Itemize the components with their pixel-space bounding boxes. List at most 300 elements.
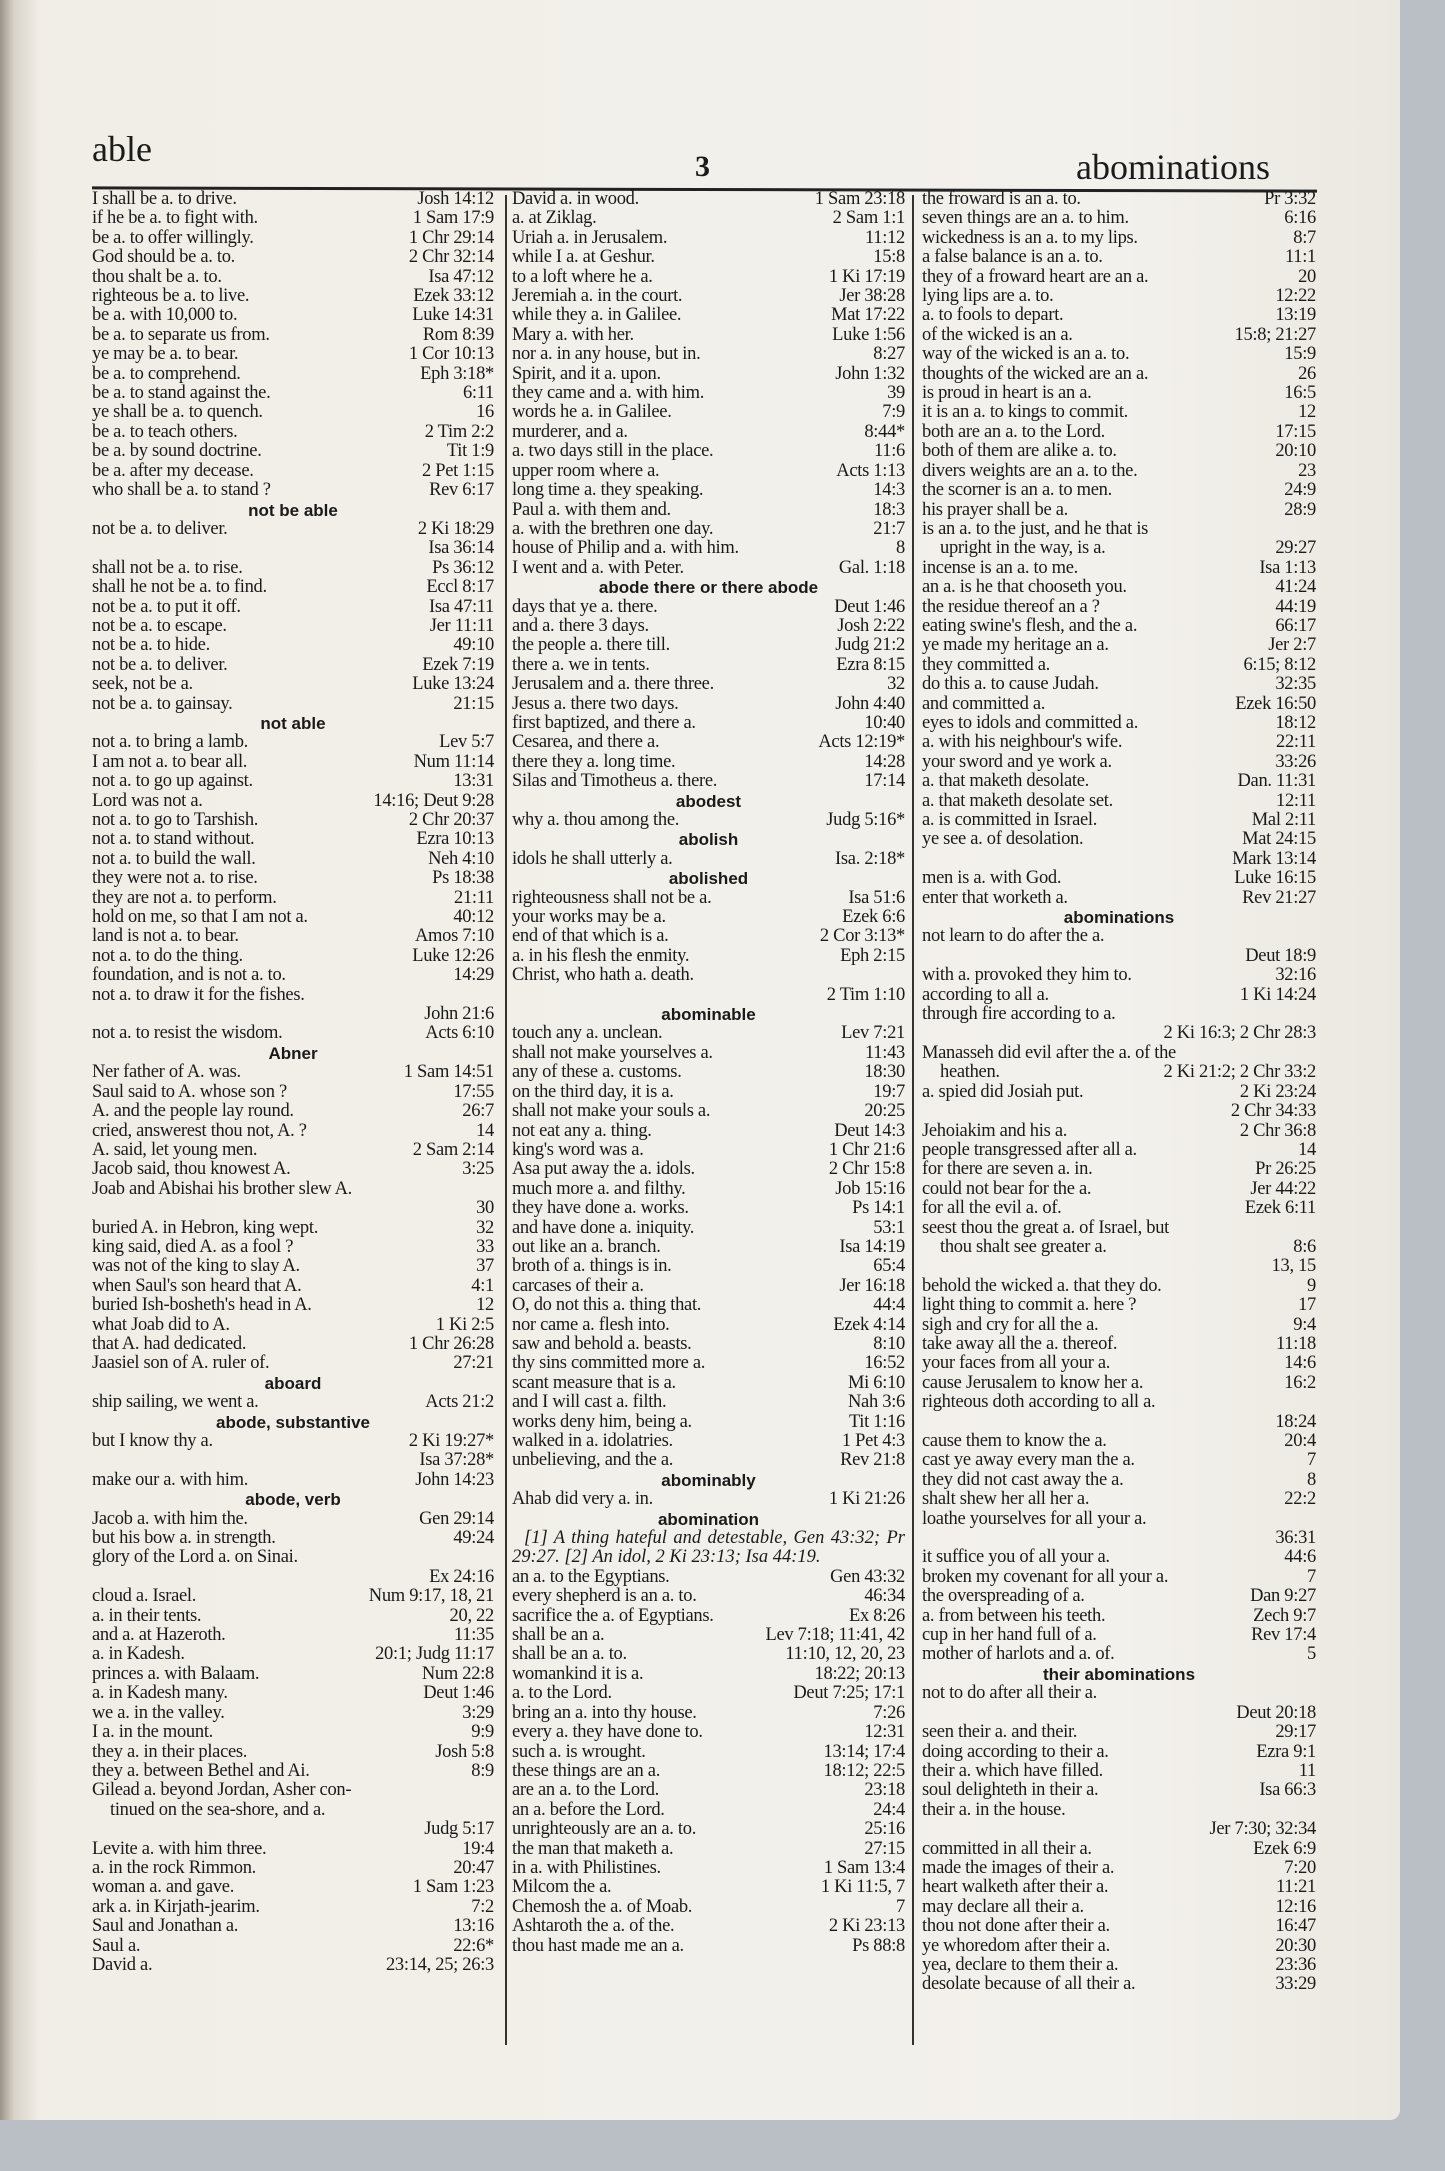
entry-text: Jerusalem and a. there three.	[512, 674, 714, 695]
entry-line	[92, 1723, 494, 1742]
entry-reference	[488, 1180, 494, 1199]
entry-reference: Jer 11:11	[429, 615, 494, 636]
entry-reference: Deut 18:9	[1245, 945, 1316, 966]
entry-line	[922, 1451, 1316, 1470]
entry-reference: Ezra 9:1	[1256, 1741, 1316, 1762]
entry-reference: 12:22	[1275, 286, 1316, 307]
entry-reference: Jer 7:30; 32:34	[1209, 1819, 1316, 1840]
entry-text: end of that which is a.	[512, 926, 669, 947]
entry-line	[922, 1878, 1316, 1897]
entry-reference: 11:1	[1284, 247, 1316, 268]
entry-reference: 49:10	[453, 635, 494, 656]
entry-text: Milcom the a.	[512, 1877, 612, 1898]
entry-reference: 2 Ki 21:2; 2 Chr 33:2	[1163, 1062, 1316, 1083]
entry-line	[92, 656, 494, 675]
entry-line	[92, 908, 494, 927]
entry-reference: Nah 3:6	[848, 1392, 905, 1413]
entry-text: make our a. with him.	[92, 1469, 249, 1490]
entry-line	[922, 1859, 1316, 1878]
headword: aboard	[264, 1373, 322, 1393]
entry-line	[512, 1684, 905, 1703]
headword: abomination	[657, 1509, 760, 1529]
entry-line	[92, 268, 494, 287]
entry-line	[92, 1956, 494, 1975]
entry-text: ye shall be a. to quench.	[92, 402, 263, 423]
entry-line	[92, 1781, 494, 1800]
entry-line	[92, 1238, 494, 1257]
entry-text: for all the evil a. of.	[922, 1198, 1062, 1219]
entry-line	[922, 869, 1316, 888]
entry-reference: Ezek 6:6	[842, 907, 905, 928]
entry-reference: 17:14	[864, 771, 905, 792]
entry-reference: 23:14, 25; 26:3	[385, 1954, 494, 1975]
entry-reference: 22:2	[1284, 1489, 1316, 1510]
entry-line	[922, 501, 1316, 520]
entry-reference: 16:47	[1275, 1916, 1316, 1937]
entry-text: enter that worketh a.	[922, 887, 1068, 908]
entry-reference: 1 Chr 26:28	[408, 1333, 494, 1354]
entry-line	[512, 927, 905, 946]
entry-text: such a. is wrought.	[512, 1741, 646, 1762]
entry-line	[92, 190, 494, 209]
entry-line	[922, 520, 1316, 539]
entry-line	[92, 1296, 494, 1315]
entry-text: may declare all their a.	[922, 1896, 1084, 1917]
entry-reference: 12:11	[1276, 790, 1316, 811]
entry-reference: Dan 9:27	[1250, 1586, 1316, 1607]
entry-line	[92, 1471, 494, 1490]
entry-line	[92, 1840, 494, 1859]
entry-reference: Rev 21:27	[1242, 887, 1316, 908]
entry-text: be a. to stand against the.	[92, 383, 271, 404]
entry-reference: 2 Pet 1:15	[421, 460, 494, 481]
entry-text: not be a. to put it off.	[92, 596, 241, 617]
entry-text: Asa put away the a. idols.	[512, 1159, 695, 1180]
entry-reference: 8:7	[1293, 227, 1316, 248]
entry-line	[922, 1820, 1316, 1839]
entry-text: a. in Kadesh.	[92, 1644, 185, 1665]
entry-reference: Luke 16:15	[1234, 868, 1316, 889]
entry-text: eyes to idols and committed a.	[922, 712, 1139, 733]
entry-reference: 8:44*	[864, 421, 905, 442]
entry-text: wickedness is an a. to my lips.	[922, 227, 1138, 248]
entry-line	[92, 1393, 494, 1412]
entry-reference: 14:28	[864, 751, 905, 772]
entry-reference	[1310, 1393, 1316, 1412]
entry-text: be a. to offer willingly.	[92, 227, 254, 248]
headword: abode there or there abode	[598, 578, 819, 598]
entry-text: ship sailing, we went a.	[92, 1392, 259, 1413]
entry-line	[92, 1063, 494, 1082]
entry-line	[92, 1083, 494, 1102]
entry-reference: Ezek 16:50	[1235, 693, 1316, 714]
entry-text: the residue thereof an a ?	[922, 596, 1100, 617]
entry-line	[92, 947, 494, 966]
entry-text: mother of harlots and a. of.	[922, 1644, 1115, 1665]
entry-text: not a. to draw it for the fishes.	[92, 984, 305, 1005]
entry-reference: 37	[476, 1256, 494, 1277]
entry-reference	[1310, 1005, 1316, 1024]
entry-text: both are an a. to the Lord.	[922, 421, 1105, 442]
entry-text: it suffice you of all your a.	[922, 1547, 1110, 1568]
entry-line	[92, 869, 494, 888]
entry-reference: Jer 16:18	[839, 1275, 905, 1296]
entry-text: Uriah a. in Jerusalem.	[512, 227, 668, 248]
entry-reference: Deut 14:3	[834, 1120, 905, 1141]
entry-line	[512, 384, 905, 403]
entry-line	[512, 481, 905, 500]
entry-line	[92, 1665, 494, 1684]
entry-reference: Acts 6:10	[425, 1023, 494, 1044]
entry-text: a. is committed in Israel.	[922, 810, 1098, 830]
entry-text: womankind it is a.	[512, 1663, 644, 1684]
entry-text: that A. had dedicated.	[92, 1333, 247, 1354]
entry-text: O, do not this a. thing that.	[512, 1295, 702, 1316]
entry-line	[512, 1335, 905, 1354]
entry-text: not a. to resist the wisdom.	[92, 1023, 283, 1044]
entry-text: not a. to build the wall.	[92, 848, 256, 869]
entry-reference: 18:24	[1275, 1411, 1316, 1432]
entry-text: Silas and Timotheus a. there.	[512, 771, 718, 792]
entry-reference: 49:24	[453, 1528, 494, 1549]
entry-reference: Jer 38:28	[839, 286, 905, 307]
entry-line	[922, 733, 1316, 752]
entry-reference: 11	[1298, 1760, 1316, 1781]
entry-text: tinued on the sea-shore, and a.	[110, 1799, 326, 1820]
entry-reference: 17:55	[453, 1081, 494, 1102]
entry-text: Cesarea, and there a.	[512, 732, 660, 753]
entry-line	[92, 733, 494, 752]
entry-text: a. to the Lord.	[512, 1683, 612, 1704]
entry-reference: Luke 12:26	[412, 945, 494, 966]
entry-text: not to do after all their a.	[922, 1683, 1097, 1704]
entry-text: Joab and Abishai his brother slew A.	[92, 1178, 352, 1199]
entry-text: and have done a. iniquity.	[512, 1217, 695, 1238]
entry-text: while I a. at Geshur.	[512, 247, 655, 268]
entry-line	[92, 1801, 494, 1820]
entry-line	[922, 1005, 1316, 1024]
entry-line	[922, 287, 1316, 306]
entry-line	[512, 1063, 905, 1082]
entry-reference: 21:7	[873, 518, 905, 539]
entry-line	[922, 1219, 1316, 1238]
entry-text: buried Ish-bosheth's head in A.	[92, 1295, 312, 1316]
entry-line	[92, 850, 494, 869]
entry-line	[922, 1762, 1316, 1781]
entry-text: men is a. with God.	[922, 868, 1062, 889]
entry-text: Saul said to A. whose son ?	[92, 1081, 287, 1102]
entry-line	[92, 811, 494, 830]
entry-line	[922, 1024, 1316, 1043]
entry-line	[922, 190, 1316, 209]
entry-text: nor came a. flesh into.	[512, 1314, 670, 1335]
entry-line	[92, 830, 494, 849]
entry-text: on the third day, it is a.	[512, 1081, 674, 1102]
entry-line	[512, 1393, 905, 1412]
entry-text: righteousness shall not be a.	[512, 887, 712, 908]
entry-reference: 18:12	[1275, 712, 1316, 733]
entry-reference: 7	[1307, 1566, 1316, 1587]
entry-reference: Lev 7:21	[841, 1023, 905, 1044]
entry-reference: 8:9	[471, 1760, 494, 1781]
entry-reference: Ezra 8:15	[836, 654, 905, 675]
entry-text: but his bow a. in strength.	[92, 1528, 276, 1549]
entry-line	[922, 1063, 1316, 1082]
entry-line	[922, 1529, 1316, 1548]
entry-line	[92, 1432, 494, 1451]
entry-line	[922, 1937, 1316, 1956]
entry-line	[92, 1024, 494, 1043]
entry-line	[512, 1801, 905, 1820]
entry-text: every a. they have done to.	[512, 1722, 703, 1743]
entry-text: ark a. in Kirjath-jearim.	[92, 1896, 260, 1917]
entry-reference: 2 Ki 18:29	[417, 518, 494, 539]
entry-text: if he be a. to fight with.	[92, 208, 258, 229]
entry-text: they have done a. works.	[512, 1198, 689, 1219]
headword: abominably	[661, 1470, 756, 1490]
entry-reference: Acts 12:19*	[818, 732, 905, 753]
entry-reference: Isa 36:14	[428, 538, 494, 559]
entry-text: they committed a.	[922, 654, 1050, 675]
entry-line	[922, 209, 1316, 228]
entry-line	[922, 345, 1316, 364]
entry-line	[922, 442, 1316, 461]
entry-line	[922, 1044, 1316, 1063]
entry-text: doing according to their a.	[922, 1741, 1109, 1762]
entry-text: to a loft where he a.	[512, 266, 653, 287]
entry-reference: Gen 29:14	[419, 1508, 494, 1529]
entry-reference: 14:6	[1284, 1353, 1316, 1374]
entry-reference: 2 Chr 15:8	[828, 1159, 905, 1180]
entry-reference: Ezek 6:9	[1253, 1838, 1316, 1859]
entry-reference: 32:35	[1275, 674, 1316, 695]
entry-line	[512, 617, 905, 636]
entry-reference: 39	[887, 383, 905, 404]
entry-line	[92, 287, 494, 306]
entry-text: heart walketh after their a.	[922, 1877, 1109, 1898]
entry-reference: 2 Tim 2:2	[424, 421, 494, 442]
entry-reference: 13:19	[1275, 305, 1316, 326]
entry-line	[92, 1937, 494, 1956]
entry-reference: 53:1	[873, 1217, 905, 1238]
entry-reference: 20, 22	[449, 1605, 494, 1626]
headword: Abner	[268, 1043, 318, 1063]
entry-reference: 36:31	[1275, 1528, 1316, 1549]
entry-line	[512, 1665, 905, 1684]
entry-reference: Lev 7:18; 11:41, 42	[765, 1625, 905, 1646]
entry-text: a. spied did Josiah put.	[922, 1081, 1084, 1102]
entry-reference: 18:12; 22:5	[823, 1760, 905, 1781]
entry-line	[512, 1587, 905, 1606]
entry-reference: Eccl 8:17	[426, 577, 494, 598]
column-3	[922, 190, 1316, 1995]
entry-reference: John 21:6	[424, 1004, 494, 1025]
entry-reference: 5	[1307, 1644, 1316, 1665]
entry-line	[922, 1743, 1316, 1762]
entry-line	[512, 1180, 905, 1199]
entry-line	[512, 1743, 905, 1762]
entry-reference: Luke 1:56	[832, 324, 905, 345]
entry-text: Christ, who hath a. death.	[512, 965, 694, 986]
entry-reference: 1 Sam 17:9	[412, 208, 494, 229]
entry-text: why a. thou among the.	[512, 810, 680, 830]
entry-reference: 3:25	[462, 1159, 494, 1180]
entry-text: the froward is an a. to.	[922, 189, 1081, 209]
entry-text: be a. to teach others.	[92, 421, 238, 442]
entry-line	[922, 792, 1316, 811]
entry-text: a. with his neighbour's wife.	[922, 732, 1123, 753]
entry-line	[922, 1160, 1316, 1179]
entry-reference: Mat 17:22	[831, 305, 905, 326]
entry-line	[92, 986, 494, 1005]
entry-line	[922, 1257, 1316, 1276]
entry-text: broth of a. things is in.	[512, 1256, 672, 1277]
entry-reference: 32	[476, 1217, 494, 1238]
entry-reference	[488, 986, 494, 1005]
entry-line	[512, 1296, 905, 1315]
entry-reference: 1 Pet 4:3	[841, 1431, 905, 1451]
entry-line	[922, 1102, 1316, 1121]
entry-line	[92, 1607, 494, 1626]
entry-text: broken my covenant for all your a.	[922, 1566, 1169, 1587]
entry-line	[922, 1238, 1316, 1257]
entry-line	[922, 1471, 1316, 1490]
entry-text: and a. there 3 days.	[512, 615, 649, 636]
headword: not be able	[248, 500, 338, 520]
entry-text: carcases of their a.	[512, 1275, 644, 1296]
entry-line	[922, 403, 1316, 422]
entry-line	[512, 1257, 905, 1276]
headword: abolished	[668, 869, 749, 889]
entry-line	[922, 1510, 1316, 1529]
entry-line	[92, 1199, 494, 1218]
entry-line	[512, 559, 905, 578]
entry-reference: 2 Chr 20:37	[408, 810, 494, 830]
entry-line	[92, 1102, 494, 1121]
entry-reference: 1 Sam 13:4	[823, 1857, 905, 1878]
entry-reference: 2 Tim 1:10	[826, 984, 905, 1005]
entry-text: David a.	[92, 1954, 153, 1975]
entry-reference: 30	[476, 1198, 494, 1219]
entry-reference	[488, 1548, 494, 1567]
entry-line	[922, 1704, 1316, 1723]
entry-text: Chemosh the a. of Moab.	[512, 1896, 693, 1917]
entry-text: a. in Kadesh many.	[92, 1683, 228, 1704]
entry-line	[512, 1238, 905, 1257]
entry-text: Spirit, and it a. upon.	[512, 363, 661, 384]
entry-text: any of these a. customs.	[512, 1062, 682, 1083]
entry-reference: 2 Chr 32:14	[408, 247, 494, 268]
entry-text: I went and a. with Peter.	[512, 557, 684, 578]
entry-text: upper room where a.	[512, 460, 660, 481]
entry-line	[512, 733, 905, 752]
entry-reference: 33:29	[1275, 1974, 1316, 1995]
entry-reference: 19:4	[462, 1838, 494, 1859]
entry-reference: 65:4	[873, 1256, 905, 1277]
entry-line	[92, 442, 494, 461]
entry-text: and a. at Hazeroth.	[92, 1625, 226, 1646]
entry-text: Saul a.	[92, 1935, 141, 1956]
entry-text: take away all the a. thereof.	[922, 1333, 1118, 1354]
entry-reference: Pr 26:25	[1255, 1159, 1316, 1180]
entry-line	[512, 695, 905, 714]
entry-text: not a. to stand without.	[92, 829, 255, 850]
entry-reference: 20:30	[1275, 1935, 1316, 1956]
entry-reference: 41:24	[1275, 577, 1316, 598]
entry-text: it is an a. to kings to commit.	[922, 402, 1129, 423]
entry-line	[512, 1917, 905, 1936]
entry-text: an a. to the Egyptians.	[512, 1566, 670, 1587]
entry-line	[512, 753, 905, 772]
entry-text: long time a. they speaking.	[512, 480, 704, 501]
entry-reference: 20	[1298, 266, 1316, 287]
entry-line	[92, 1684, 494, 1703]
entry-text: for there are seven a. in.	[922, 1159, 1093, 1180]
entry-line	[512, 345, 905, 364]
entry-text: a. from between his teeth.	[922, 1605, 1106, 1626]
entry-line	[92, 1335, 494, 1354]
entry-reference: Josh 5:8	[435, 1741, 494, 1762]
entry-text: the overspreading of a.	[922, 1586, 1085, 1607]
headword: abode, verb	[245, 1490, 341, 1510]
entry-line	[512, 306, 905, 325]
entry-line	[512, 675, 905, 694]
entry-text: saw and behold a. beasts.	[512, 1333, 692, 1354]
entry-line	[922, 1374, 1316, 1393]
entry-text: desolate because of all their a.	[922, 1974, 1136, 1995]
entry-reference: 29:27	[1275, 538, 1316, 559]
entry-text: yea, declare to them their a.	[922, 1954, 1119, 1975]
entry-text: words he a. in Galilee.	[512, 402, 672, 423]
entry-text: I shall be a. to drive.	[92, 189, 237, 209]
entry-text: eating swine's flesh, and the a.	[922, 615, 1138, 636]
entry-reference: 21:11	[454, 887, 494, 908]
entry-text: was not of the king to slay A.	[92, 1256, 300, 1277]
entry-line	[92, 1626, 494, 1645]
entry-text: Jacob a. with him the.	[92, 1508, 248, 1529]
entry-line	[512, 1490, 905, 1509]
entry-line	[512, 1277, 905, 1296]
entry-text: thou shalt be a. to.	[92, 266, 222, 287]
entry-line	[512, 248, 905, 267]
entry-line	[922, 306, 1316, 325]
entry-reference: 23	[1298, 460, 1316, 481]
entry-text: thou hast made me an a.	[512, 1935, 684, 1956]
entry-reference: 14	[1298, 1139, 1316, 1160]
entry-line	[92, 1160, 494, 1179]
entry-line	[922, 772, 1316, 791]
entry-text: a. in the rock Rimmon.	[92, 1857, 256, 1878]
entry-line	[92, 1180, 494, 1199]
entry-line	[92, 1354, 494, 1373]
entry-line	[92, 578, 494, 597]
entry-line	[922, 966, 1316, 985]
entry-text: be a. by sound doctrine.	[92, 441, 262, 462]
entry-reference: 16:5	[1284, 383, 1316, 404]
entry-reference: 27:15	[864, 1838, 905, 1859]
entry-text: out like an a. branch.	[512, 1236, 661, 1257]
entry-line	[922, 1626, 1316, 1645]
entry-text: thou not done after their a.	[922, 1916, 1110, 1937]
entry-reference: Mi 6:10	[847, 1372, 905, 1393]
entry-text: they did not cast away the a.	[922, 1469, 1124, 1490]
entry-line	[512, 1316, 905, 1335]
header-last-word: abominations	[1076, 147, 1270, 187]
entry-line	[512, 1024, 905, 1043]
entry-reference: Dan. 11:31	[1237, 771, 1316, 792]
entry-line	[922, 1335, 1316, 1354]
entry-line	[512, 1840, 905, 1859]
